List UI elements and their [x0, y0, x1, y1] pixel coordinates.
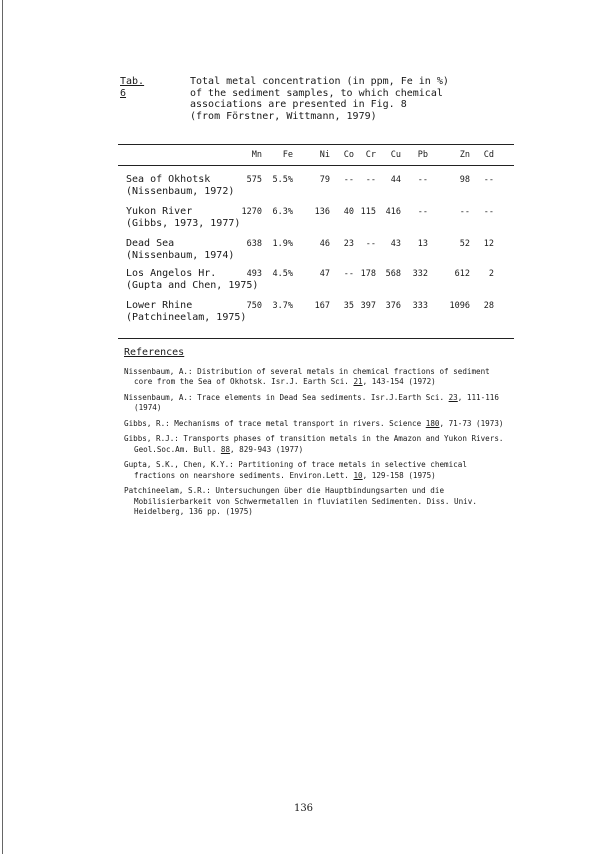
table-cell: 397	[360, 301, 376, 311]
table-cell: --	[417, 175, 428, 185]
caption-line: of the sediment samples, to which chemical	[190, 87, 443, 99]
table-cell: 178	[360, 269, 376, 279]
table-cell: --	[483, 207, 494, 217]
reference-volume: 180	[425, 418, 440, 428]
table-cell: 79	[319, 175, 330, 185]
reference-volume: 23	[448, 392, 458, 402]
table-cell: --	[343, 175, 354, 185]
reference-pages: , 71-73 (1973)	[439, 418, 504, 428]
table-cell: 167	[314, 301, 330, 311]
table-cell: --	[343, 269, 354, 279]
reference-text: Gibbs, R.J.: Transports phases of transition metals in the Amazon and Yukon Rivers. Geol.Soc.Am. Bull.	[124, 434, 504, 454]
table-bottom-rule	[118, 338, 514, 339]
references-title: References	[124, 347, 185, 358]
reference-item	[124, 460, 508, 481]
column-header-cu: Cu	[390, 150, 401, 160]
references-list	[124, 367, 508, 518]
page-number: 136	[293, 803, 314, 814]
page-edge-line	[2, 0, 3, 854]
table-cell: 136	[314, 207, 330, 217]
table-number: Tab. 6	[120, 76, 145, 99]
table-cell: 98	[459, 175, 470, 185]
caption-line: Total metal concentration (in ppm, Fe in %)	[190, 76, 449, 87]
reference-item	[124, 419, 508, 430]
table-cell: --	[459, 207, 470, 217]
table-cell: 13	[417, 239, 428, 249]
references-section	[124, 348, 508, 523]
table-cell: 2	[488, 269, 494, 279]
reference-text: Patchineelam, S.R.: Untersuchungen über die Hauptbindungsarten und die Mobilisierbarkeit von Schwermetallen in fluviatilen Sedimenten. Diss. Univ. Heidelberg, 136 pp. (1975)	[124, 486, 477, 516]
column-header-fe: Fe	[282, 150, 293, 160]
reference-pages: , 129-158 (1975)	[362, 470, 436, 480]
table-cell: --	[417, 207, 428, 217]
reference-text: Gibbs, R.: Mechanisms of trace metal transport in rivers. Science	[124, 418, 426, 428]
reference-text: Nissenbaum, A.: Distribution of several metals in chemical fractions of sediment core from the Sea of Okhotsk. Isr.J. Earth Sci.	[124, 366, 490, 386]
table-cell: 1270	[241, 207, 262, 217]
table-cell: 40	[343, 207, 354, 217]
reference-volume: 10	[353, 470, 363, 480]
table-cell: 115	[360, 207, 376, 217]
table-cell: --	[365, 175, 376, 185]
location-name: Dead Sea	[126, 238, 175, 249]
table-header-rule	[118, 165, 514, 166]
table-cell: 3.7%	[272, 301, 293, 311]
table-cell: --	[483, 175, 494, 185]
table-cell: 612	[454, 269, 470, 279]
caption-text	[190, 76, 520, 122]
table-cell: 332	[412, 269, 428, 279]
reference-pages: , 111-116 (1974)	[134, 392, 499, 412]
table-cell: 6.3%	[272, 207, 293, 217]
reference-item	[124, 434, 508, 455]
location-name: Sea of Okhotsk	[126, 174, 211, 185]
reference-item	[124, 393, 508, 414]
table-cell: 5.5%	[272, 175, 293, 185]
table-top-rule	[118, 144, 514, 145]
table-cell: 1.9%	[272, 239, 293, 249]
table-cell: 28	[483, 301, 494, 311]
reference-pages: , 143-154 (1972)	[362, 377, 436, 386]
location-name: Lower Rhine	[126, 300, 193, 311]
column-header-ni: Ni	[319, 150, 330, 160]
location-source: (Patchineelam, 1975)	[126, 312, 247, 323]
table-cell: 376	[385, 301, 401, 311]
table-cell: 46	[319, 239, 330, 249]
caption-line: (from Förstner, Wittmann, 1979)	[190, 110, 377, 122]
reference-item	[124, 367, 508, 388]
table-cell: 12	[483, 239, 494, 249]
location-source: (Gupta and Chen, 1975)	[126, 280, 259, 291]
reference-volume: 21	[353, 377, 363, 386]
table-cell: 43	[390, 239, 401, 249]
column-header-cd: Cd	[483, 150, 494, 160]
table-cell: 47	[319, 269, 330, 279]
reference-text: Nissenbaum, A.: Trace elements in Dead Sea sediments. Isr.J.Earth Sci.	[124, 392, 449, 402]
table-cell: 750	[246, 301, 262, 311]
location-source: (Gibbs, 1973, 1977)	[126, 218, 241, 229]
location-name: Yukon River	[126, 206, 193, 217]
table-cell: 333	[412, 301, 428, 311]
reference-text: Gupta, S.K., Chen, K.Y.: Partitioning of trace metals in selective chemical fractions on nearshore sediments. Environ.Lett.	[124, 460, 467, 480]
reference-pages: , 829-943 (1977)	[230, 444, 304, 454]
table-cell: 638	[246, 239, 262, 249]
caption-line: associations are presented in Fig. 8	[190, 99, 407, 110]
table-cell: 568	[385, 269, 401, 279]
metal-concentration-table	[118, 144, 514, 340]
table-cell: 52	[459, 239, 470, 249]
table-cell: 416	[385, 207, 401, 217]
table-cell: 575	[246, 175, 262, 185]
table-cell: 4.5%	[272, 269, 293, 279]
location-source: (Nissenbaum, 1972)	[126, 186, 235, 197]
table-cell: 23	[343, 239, 354, 249]
table-cell: 44	[390, 175, 401, 185]
column-header-mn: Mn	[251, 150, 262, 160]
reference-item	[124, 486, 508, 518]
column-header-co: Co	[343, 150, 354, 160]
table-cell: 1096	[449, 301, 470, 311]
table-cell: 493	[246, 269, 262, 279]
column-header-cr: Cr	[365, 150, 376, 160]
reference-volume: 88	[220, 444, 231, 454]
column-header-zn: Zn	[459, 150, 470, 160]
location-name: Los Angelos Hr.	[126, 268, 217, 279]
location-source: (Nissenbaum, 1974)	[126, 250, 235, 261]
table-cell: 35	[343, 301, 354, 311]
table-cell: --	[365, 239, 376, 249]
column-header-pb: Pb	[417, 150, 428, 160]
